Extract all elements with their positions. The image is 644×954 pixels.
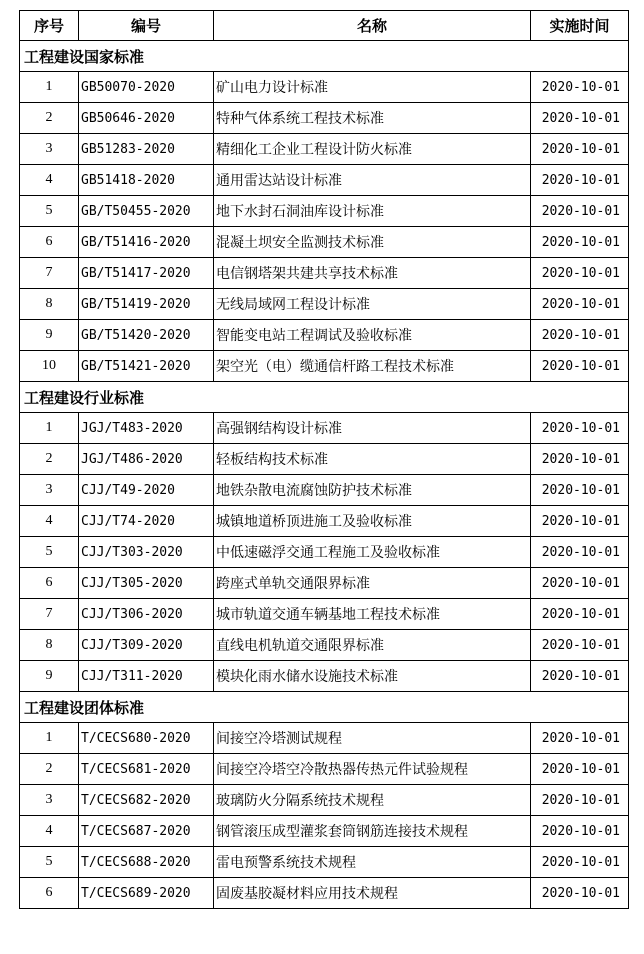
row-date: 2020-10-01	[531, 630, 629, 661]
table-row	[20, 227, 629, 258]
row-date: 2020-10-01	[531, 103, 629, 134]
row-date: 2020-10-01	[531, 754, 629, 785]
row-code: JGJ/T483-2020	[79, 413, 214, 444]
row-name: 间接空冷塔空冷散热器传热元件试验规程	[214, 754, 531, 785]
row-date: 2020-10-01	[531, 599, 629, 630]
row-index: 10	[20, 351, 79, 382]
row-name: 高强钢结构设计标准	[214, 413, 531, 444]
row-name: 间接空冷塔测试规程	[214, 723, 531, 754]
row-index: 2	[20, 444, 79, 475]
row-date: 2020-10-01	[531, 258, 629, 289]
table-row	[20, 444, 629, 475]
table-row	[20, 196, 629, 227]
row-index: 1	[20, 72, 79, 103]
table-row	[20, 599, 629, 630]
header-name: 名称	[214, 11, 531, 41]
row-index: 9	[20, 661, 79, 692]
row-index: 6	[20, 227, 79, 258]
row-code: GB/T51420-2020	[79, 320, 214, 351]
row-name: 架空光（电）缆通信杆路工程技术标准	[214, 351, 531, 382]
row-index: 4	[20, 506, 79, 537]
row-index: 3	[20, 134, 79, 165]
row-code: CJJ/T311-2020	[79, 661, 214, 692]
row-name: 跨座式单轨交通限界标准	[214, 568, 531, 599]
row-code: GB/T51417-2020	[79, 258, 214, 289]
row-date: 2020-10-01	[531, 537, 629, 568]
row-date: 2020-10-01	[531, 816, 629, 847]
row-code: JGJ/T486-2020	[79, 444, 214, 475]
row-date: 2020-10-01	[531, 196, 629, 227]
section-header-row	[20, 382, 629, 413]
row-date: 2020-10-01	[531, 444, 629, 475]
row-index: 3	[20, 475, 79, 506]
row-index: 7	[20, 258, 79, 289]
row-index: 6	[20, 568, 79, 599]
header-code: 编号	[79, 11, 214, 41]
row-date: 2020-10-01	[531, 568, 629, 599]
row-name: 钢管滚压成型灌浆套筒钢筋连接技术规程	[214, 816, 531, 847]
section-title: 工程建设团体标准	[20, 692, 629, 723]
row-code: T/CECS687-2020	[79, 816, 214, 847]
row-name: 固废基胶凝材料应用技术规程	[214, 878, 531, 909]
row-date: 2020-10-01	[531, 165, 629, 196]
row-index: 6	[20, 878, 79, 909]
row-index: 5	[20, 537, 79, 568]
row-date: 2020-10-01	[531, 847, 629, 878]
row-code: T/CECS682-2020	[79, 785, 214, 816]
row-index: 3	[20, 785, 79, 816]
row-code: GB/T50455-2020	[79, 196, 214, 227]
section-title: 工程建设行业标准	[20, 382, 629, 413]
table-row	[20, 258, 629, 289]
row-code: CJJ/T74-2020	[79, 506, 214, 537]
table-row	[20, 785, 629, 816]
row-index: 1	[20, 413, 79, 444]
row-code: GB50646-2020	[79, 103, 214, 134]
table-row	[20, 413, 629, 444]
table-row	[20, 878, 629, 909]
row-name: 地下水封石洞油库设计标准	[214, 196, 531, 227]
row-name: 无线局域网工程设计标准	[214, 289, 531, 320]
row-code: GB51283-2020	[79, 134, 214, 165]
row-name: 直线电机轨道交通限界标准	[214, 630, 531, 661]
table-row	[20, 72, 629, 103]
row-name: 地铁杂散电流腐蚀防护技术标准	[214, 475, 531, 506]
row-date: 2020-10-01	[531, 661, 629, 692]
row-date: 2020-10-01	[531, 134, 629, 165]
table-row	[20, 351, 629, 382]
table-row	[20, 723, 629, 754]
row-date: 2020-10-01	[531, 785, 629, 816]
table-row	[20, 320, 629, 351]
table-row	[20, 165, 629, 196]
table-row	[20, 134, 629, 165]
row-date: 2020-10-01	[531, 72, 629, 103]
row-code: GB50070-2020	[79, 72, 214, 103]
standards-table	[19, 10, 629, 909]
row-name: 特种气体系统工程技术标准	[214, 103, 531, 134]
table-row	[20, 661, 629, 692]
row-index: 2	[20, 103, 79, 134]
row-code: CJJ/T306-2020	[79, 599, 214, 630]
row-code: T/CECS689-2020	[79, 878, 214, 909]
row-code: CJJ/T49-2020	[79, 475, 214, 506]
row-date: 2020-10-01	[531, 320, 629, 351]
section-title: 工程建设国家标准	[20, 41, 629, 72]
row-date: 2020-10-01	[531, 506, 629, 537]
row-date: 2020-10-01	[531, 351, 629, 382]
row-name: 模块化雨水储水设施技术标准	[214, 661, 531, 692]
row-date: 2020-10-01	[531, 289, 629, 320]
table-row	[20, 568, 629, 599]
row-name: 玻璃防火分隔系统技术规程	[214, 785, 531, 816]
header-index: 序号	[20, 11, 79, 41]
row-index: 4	[20, 165, 79, 196]
header-date: 实施时间	[531, 11, 629, 41]
section-header-row	[20, 41, 629, 72]
row-date: 2020-10-01	[531, 475, 629, 506]
table-row	[20, 475, 629, 506]
table-row	[20, 289, 629, 320]
table-row	[20, 754, 629, 785]
row-code: GB51418-2020	[79, 165, 214, 196]
row-index: 8	[20, 289, 79, 320]
row-index: 5	[20, 196, 79, 227]
table-row	[20, 816, 629, 847]
table-header-row	[20, 11, 629, 41]
row-date: 2020-10-01	[531, 413, 629, 444]
row-name: 城镇地道桥顶进施工及验收标准	[214, 506, 531, 537]
row-name: 电信钢塔架共建共享技术标准	[214, 258, 531, 289]
row-date: 2020-10-01	[531, 878, 629, 909]
row-index: 4	[20, 816, 79, 847]
row-code: T/CECS688-2020	[79, 847, 214, 878]
row-index: 9	[20, 320, 79, 351]
table-row	[20, 506, 629, 537]
row-index: 2	[20, 754, 79, 785]
row-name: 混凝土坝安全监测技术标准	[214, 227, 531, 258]
row-code: T/CECS680-2020	[79, 723, 214, 754]
row-code: GB/T51421-2020	[79, 351, 214, 382]
row-name: 雷电预警系统技术规程	[214, 847, 531, 878]
row-index: 5	[20, 847, 79, 878]
row-index: 8	[20, 630, 79, 661]
row-code: T/CECS681-2020	[79, 754, 214, 785]
row-name: 轻板结构技术标准	[214, 444, 531, 475]
row-name: 通用雷达站设计标准	[214, 165, 531, 196]
row-index: 7	[20, 599, 79, 630]
row-name: 中低速磁浮交通工程施工及验收标准	[214, 537, 531, 568]
table-body	[20, 41, 629, 909]
table-row	[20, 847, 629, 878]
row-date: 2020-10-01	[531, 227, 629, 258]
row-name: 智能变电站工程调试及验收标准	[214, 320, 531, 351]
table-row	[20, 103, 629, 134]
row-index: 1	[20, 723, 79, 754]
table-row	[20, 537, 629, 568]
row-code: CJJ/T305-2020	[79, 568, 214, 599]
row-name: 矿山电力设计标准	[214, 72, 531, 103]
row-code: CJJ/T303-2020	[79, 537, 214, 568]
row-date: 2020-10-01	[531, 723, 629, 754]
row-name: 城市轨道交通车辆基地工程技术标准	[214, 599, 531, 630]
standards-table-container	[19, 10, 628, 909]
row-code: GB/T51419-2020	[79, 289, 214, 320]
section-header-row	[20, 692, 629, 723]
table-row	[20, 630, 629, 661]
row-name: 精细化工企业工程设计防火标准	[214, 134, 531, 165]
row-code: GB/T51416-2020	[79, 227, 214, 258]
row-code: CJJ/T309-2020	[79, 630, 214, 661]
